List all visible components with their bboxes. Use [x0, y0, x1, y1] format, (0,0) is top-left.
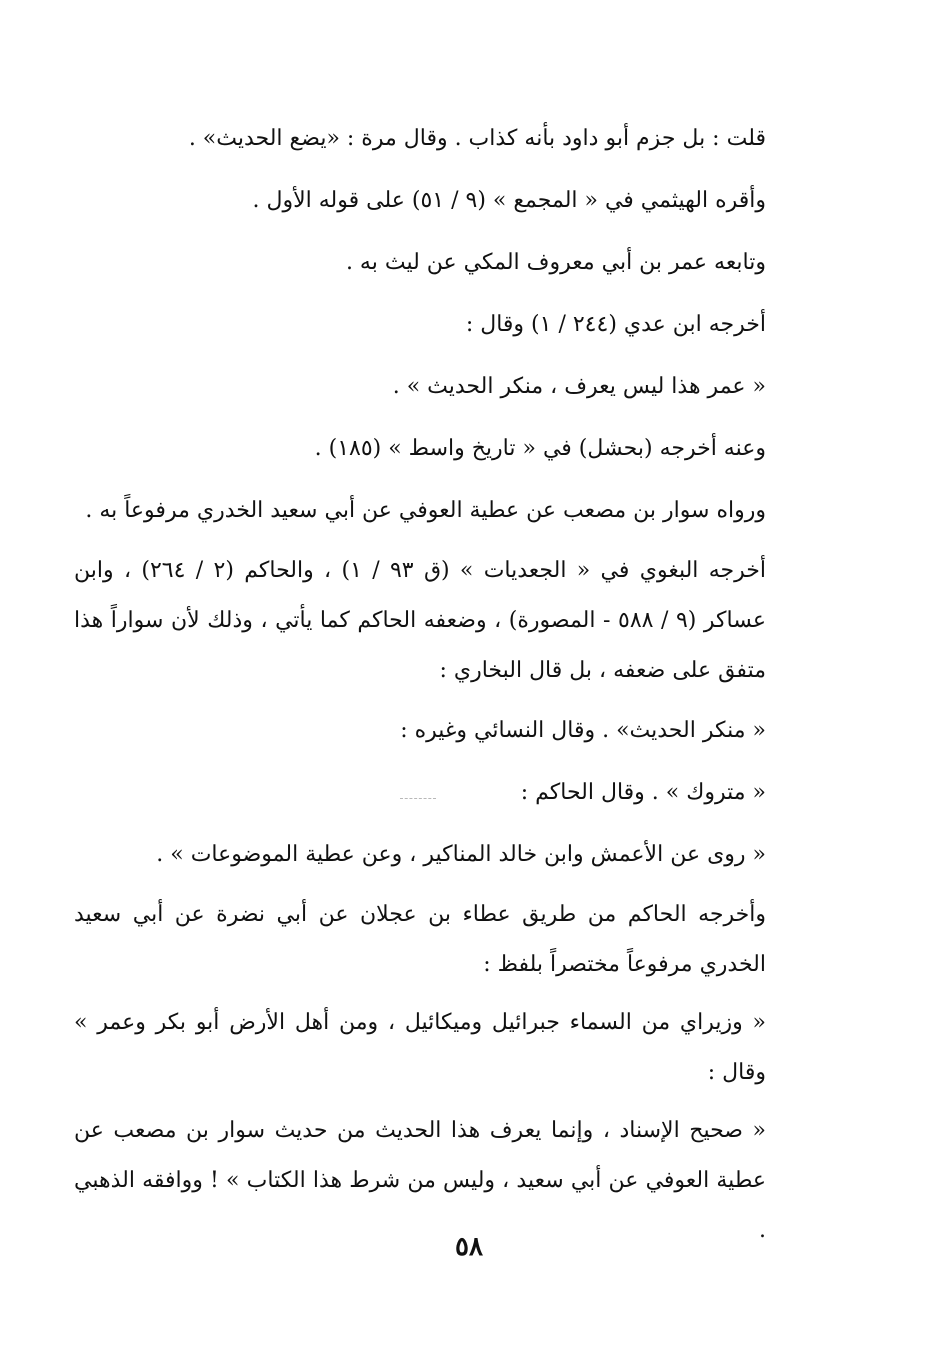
paragraph-10: « متروك » . وقال الحاكم :: [520, 780, 766, 805]
paragraph-8: أخرجه البغوي في « الجعديات » (ق ٩٣ / ١) ، والحاكم (٢ / ٢٦٤) ، وابن عساكر (٩ / ٥٨٨ - المصورة) ، وضعفه الحاكم كما يأتي ، وذلك لأن سواراً هذا متفق على ضعفه ، بل قال البخاري :: [74, 558, 766, 683]
paragraph-13: « وزيراي من السماء جبرائيل وميكائيل ، ومن أهل الأرض أبو بكر وعمر » وقال :: [74, 1010, 766, 1085]
paragraph-2: وأقره الهيثمي في « المجمع » (٩ / ٥١) على قوله الأول .: [252, 188, 766, 213]
paragraph-12: وأخرجه الحاكم من طريق عطاء بن عجلان عن أبي نضرة عن أبي سعيد الخدري مرفوعاً مختصراً بلفظ :: [74, 902, 766, 977]
paragraph-6: وعنه أخرجه (بحشل) في « تاريخ واسط » (١٨٥) .: [314, 436, 766, 461]
paragraph-1: قلت : بل جزم أبو داود بأنه كذاب . وقال مرة : «يضع الحديث» .: [188, 126, 766, 151]
paragraph-7: ورواه سوار بن مصعب عن عطية العوفي عن أبي سعيد الخدري مرفوعاً به .: [85, 498, 766, 523]
paragraph-9: « منكر الحديث» . وقال النسائي وغيره :: [400, 718, 766, 743]
page-number: ٥٨: [455, 1232, 483, 1262]
paragraph-3: وتابعه عمر بن أبي معروف المكي عن ليث به .: [345, 250, 766, 275]
paragraph-11: « روى عن الأعمش وابن خالد المناكير ، وعن عطية الموضوعات » .: [156, 842, 766, 867]
body-text: [74, 112, 820, 1264]
scan-artifact-mark: [400, 798, 436, 801]
paragraph-14: « صحيح الإسناد ، وإنما يعرف هذا الحديث من حديث سوار بن مصعب عن عطية العوفي عن أبي سعيد ، وليس من شرط هذا الكتاب » ! ووافقه الذهبي .: [74, 1118, 766, 1243]
paragraph-4: أخرجه ابن عدي (٢٤٤ / ١) وقال :: [465, 312, 766, 337]
paragraph-5: « عمر هذا ليس يعرف ، منكر الحديث » .: [392, 374, 766, 399]
